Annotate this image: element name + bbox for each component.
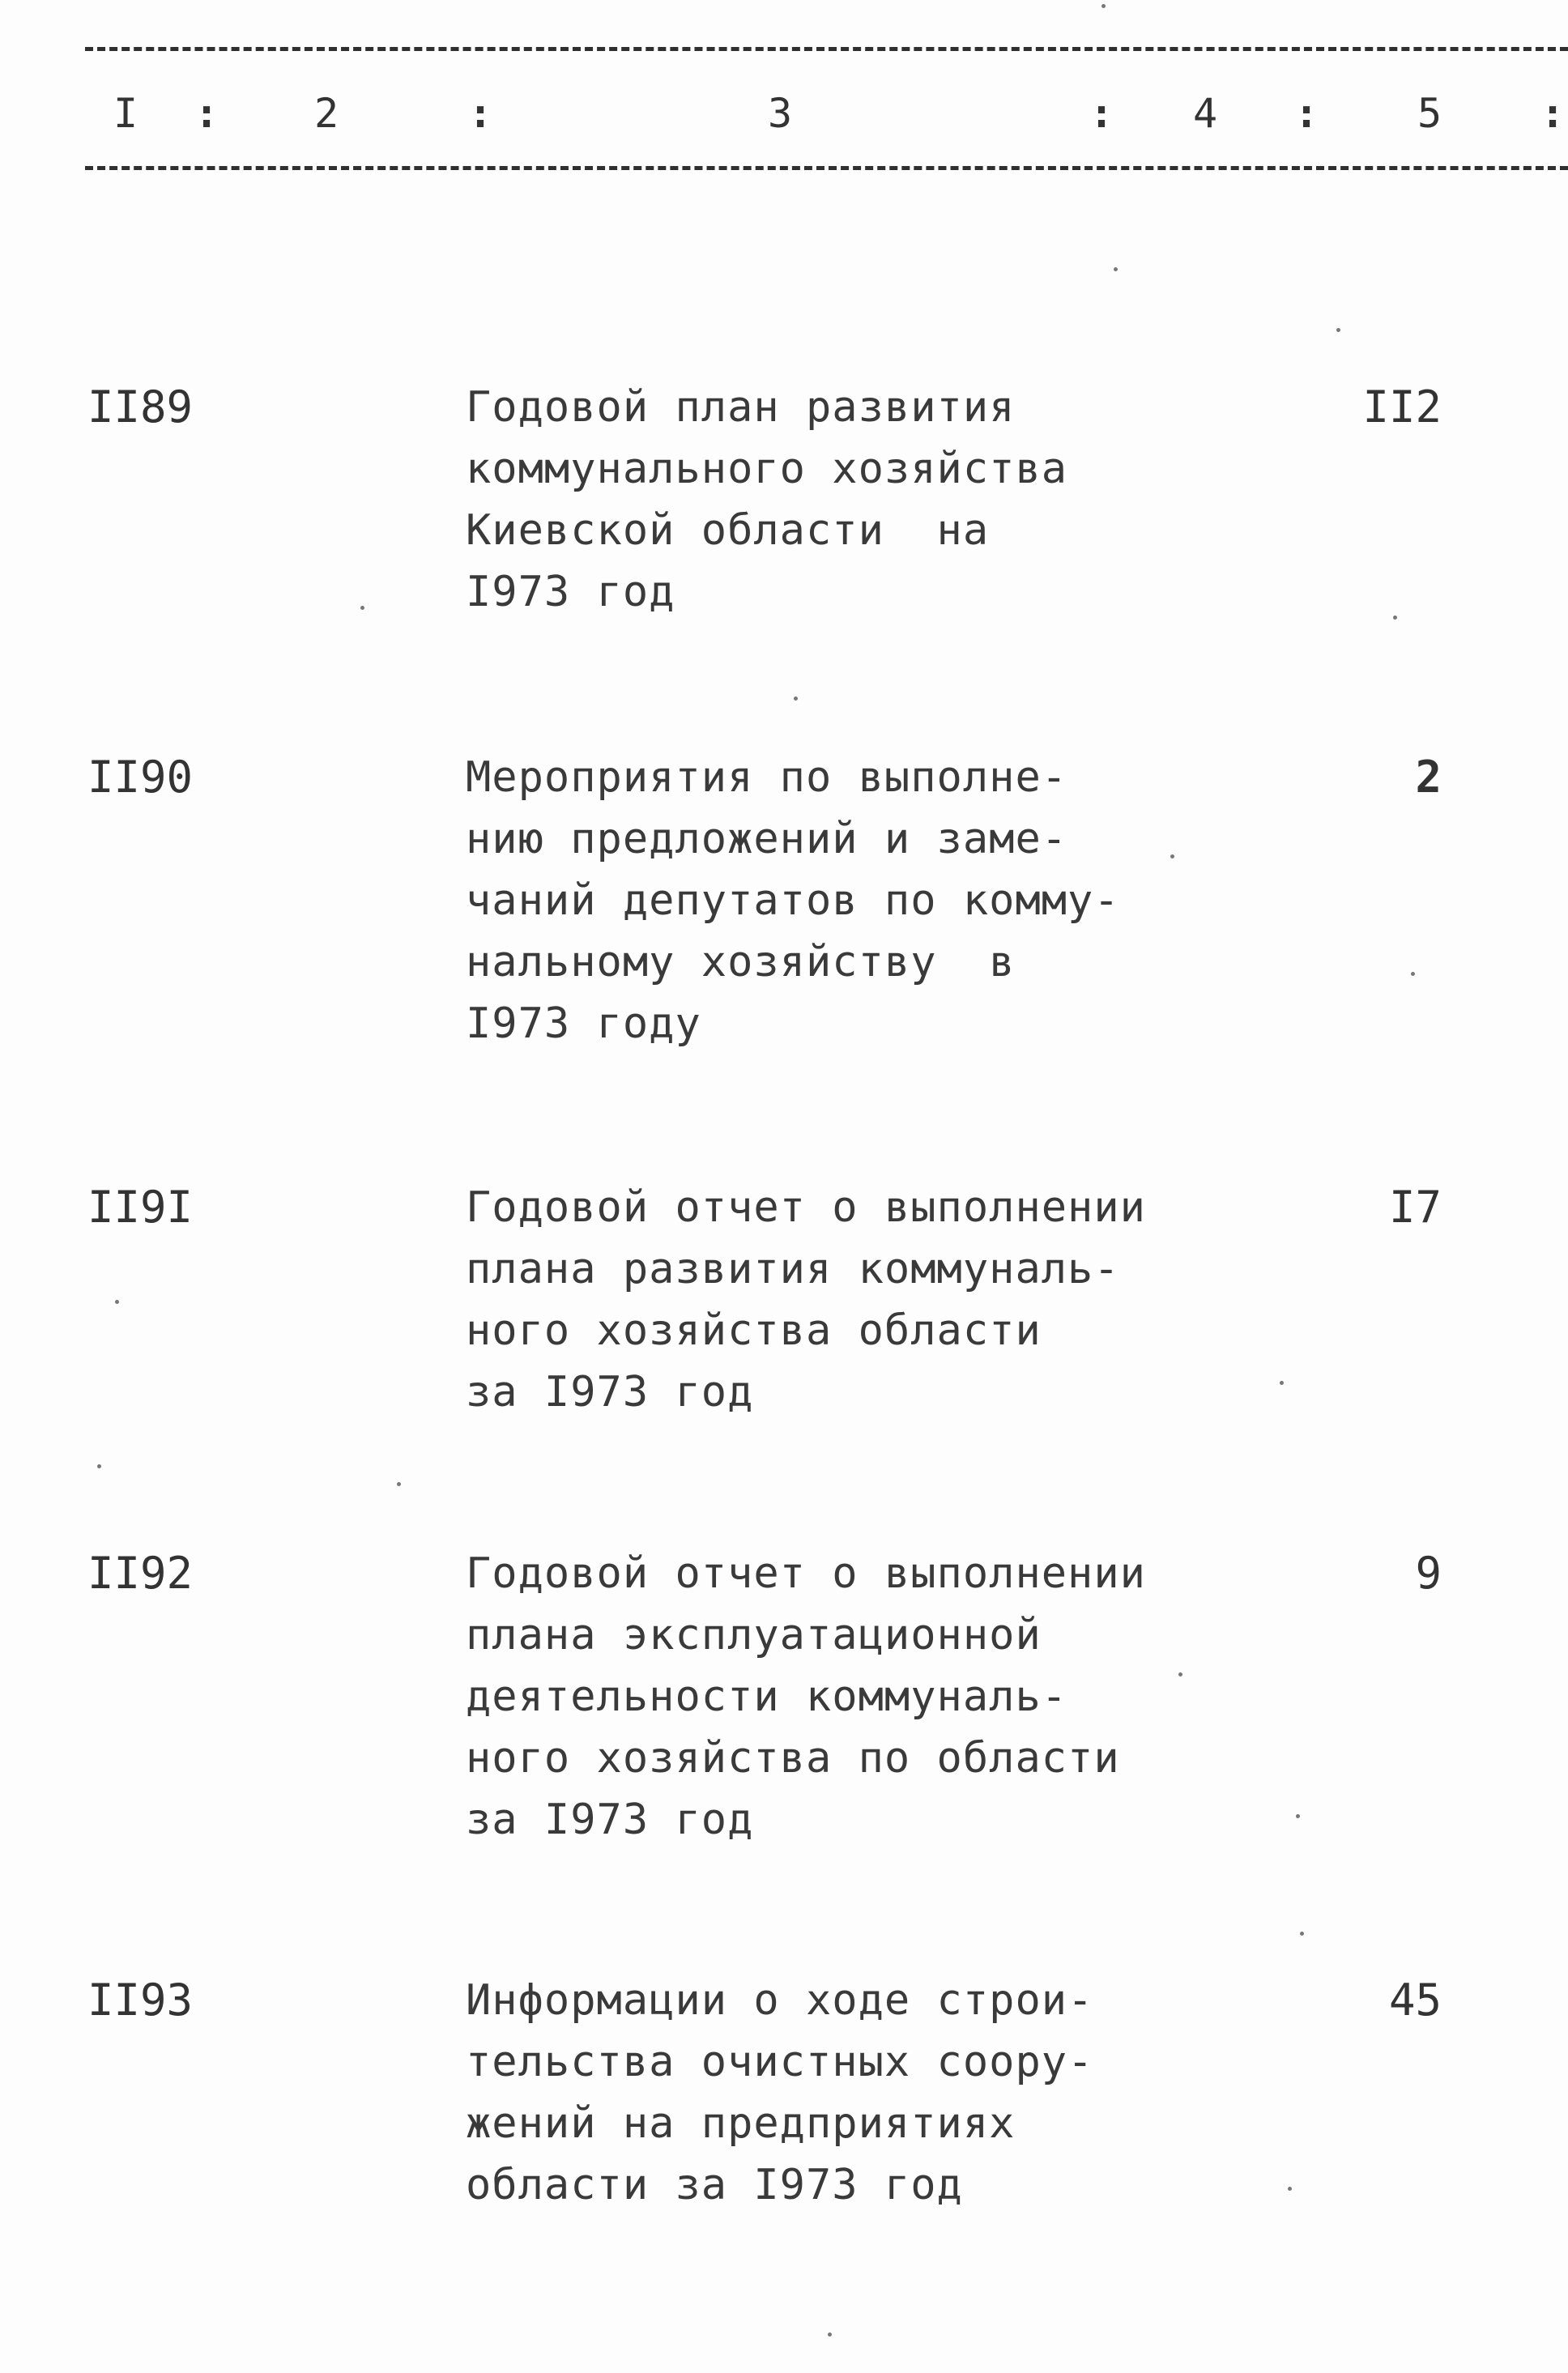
entry-number: II93 <box>87 1975 194 2026</box>
scan-speck <box>1336 328 1340 332</box>
scan-speck <box>360 606 364 610</box>
description-line: ного хозяйства области <box>466 1306 1042 1355</box>
entry-page-count: 9 <box>1415 1548 1442 1599</box>
scan-speck <box>828 2333 832 2337</box>
scan-speck <box>1288 2187 1292 2191</box>
scan-speck <box>794 697 798 701</box>
scan-speck <box>115 1300 119 1304</box>
scan-speck <box>1296 1814 1300 1818</box>
description-line: Годовой план развития <box>466 383 1016 432</box>
description-line: I973 год <box>466 568 675 616</box>
description-line: тельства очистных соору- <box>466 2038 1094 2086</box>
description-line: коммунального хозяйства <box>466 445 1068 493</box>
header-rule-bottom <box>85 166 1568 170</box>
scan-speck <box>397 1482 401 1486</box>
description-line: нию предложений и заме- <box>466 815 1068 863</box>
column-number-3: 3 <box>768 90 793 137</box>
column-separator: : <box>1089 90 1114 137</box>
column-separator: : <box>1540 90 1566 137</box>
entry-description <box>466 377 1195 623</box>
description-line: чаний депутатов по комму- <box>466 876 1120 925</box>
description-line: за I973 год <box>466 1796 754 1844</box>
description-line: I973 году <box>466 999 701 1048</box>
scan-speck <box>1280 1381 1284 1385</box>
description-line: жений на предприятиях <box>466 2099 1016 2148</box>
scan-speck <box>1170 854 1174 858</box>
entry-page-count: II2 <box>1362 381 1442 432</box>
scan-speck <box>1178 1672 1182 1676</box>
entry-page-count: I7 <box>1388 1182 1442 1233</box>
column-number-4: 4 <box>1193 90 1218 137</box>
scan-speck <box>1101 4 1106 8</box>
scan-speck <box>1393 616 1397 620</box>
scan-speck <box>1411 972 1415 976</box>
entry-description <box>466 1543 1195 1851</box>
entry-number: II89 <box>87 381 194 432</box>
column-number-1: I <box>113 90 138 137</box>
description-line: Киевской области на <box>466 506 990 555</box>
column-number-2: 2 <box>314 90 339 137</box>
column-separator: : <box>1294 90 1319 137</box>
entry-number: II90 <box>87 752 194 803</box>
column-separator: : <box>194 90 219 137</box>
entry-description <box>466 1177 1195 1423</box>
column-separator: : <box>468 90 493 137</box>
scan-speck <box>1300 1932 1304 1936</box>
entry-description <box>466 1970 1195 2216</box>
entry-number: II9I <box>87 1182 194 1233</box>
description-line: Годовой отчет о выполнении <box>466 1183 1146 1232</box>
entry-number: II92 <box>87 1548 194 1599</box>
scan-speck <box>97 1464 101 1468</box>
description-line: области за I973 год <box>466 2161 963 2209</box>
description-line: Информации о ходе строи- <box>466 1976 1094 2025</box>
description-line: за I973 год <box>466 1368 754 1417</box>
entry-page-count: 2 <box>1415 752 1442 803</box>
column-number-5: 5 <box>1417 90 1442 137</box>
entry-page-count: 45 <box>1388 1975 1442 2026</box>
description-line: плана эксплуатационной <box>466 1611 1042 1659</box>
description-line: Годовой отчет о выполнении <box>466 1549 1146 1598</box>
description-line: деятельности коммуналь- <box>466 1672 1068 1721</box>
description-line: ного хозяйства по области <box>466 1734 1120 1783</box>
description-line: плана развития коммуналь- <box>466 1245 1120 1293</box>
description-line: Мероприятия по выполне- <box>466 753 1068 802</box>
description-line: нальному хозяйству в <box>466 938 1016 986</box>
header-rule-top <box>85 47 1568 51</box>
entry-description <box>466 747 1195 1054</box>
scan-speck <box>1114 267 1118 271</box>
